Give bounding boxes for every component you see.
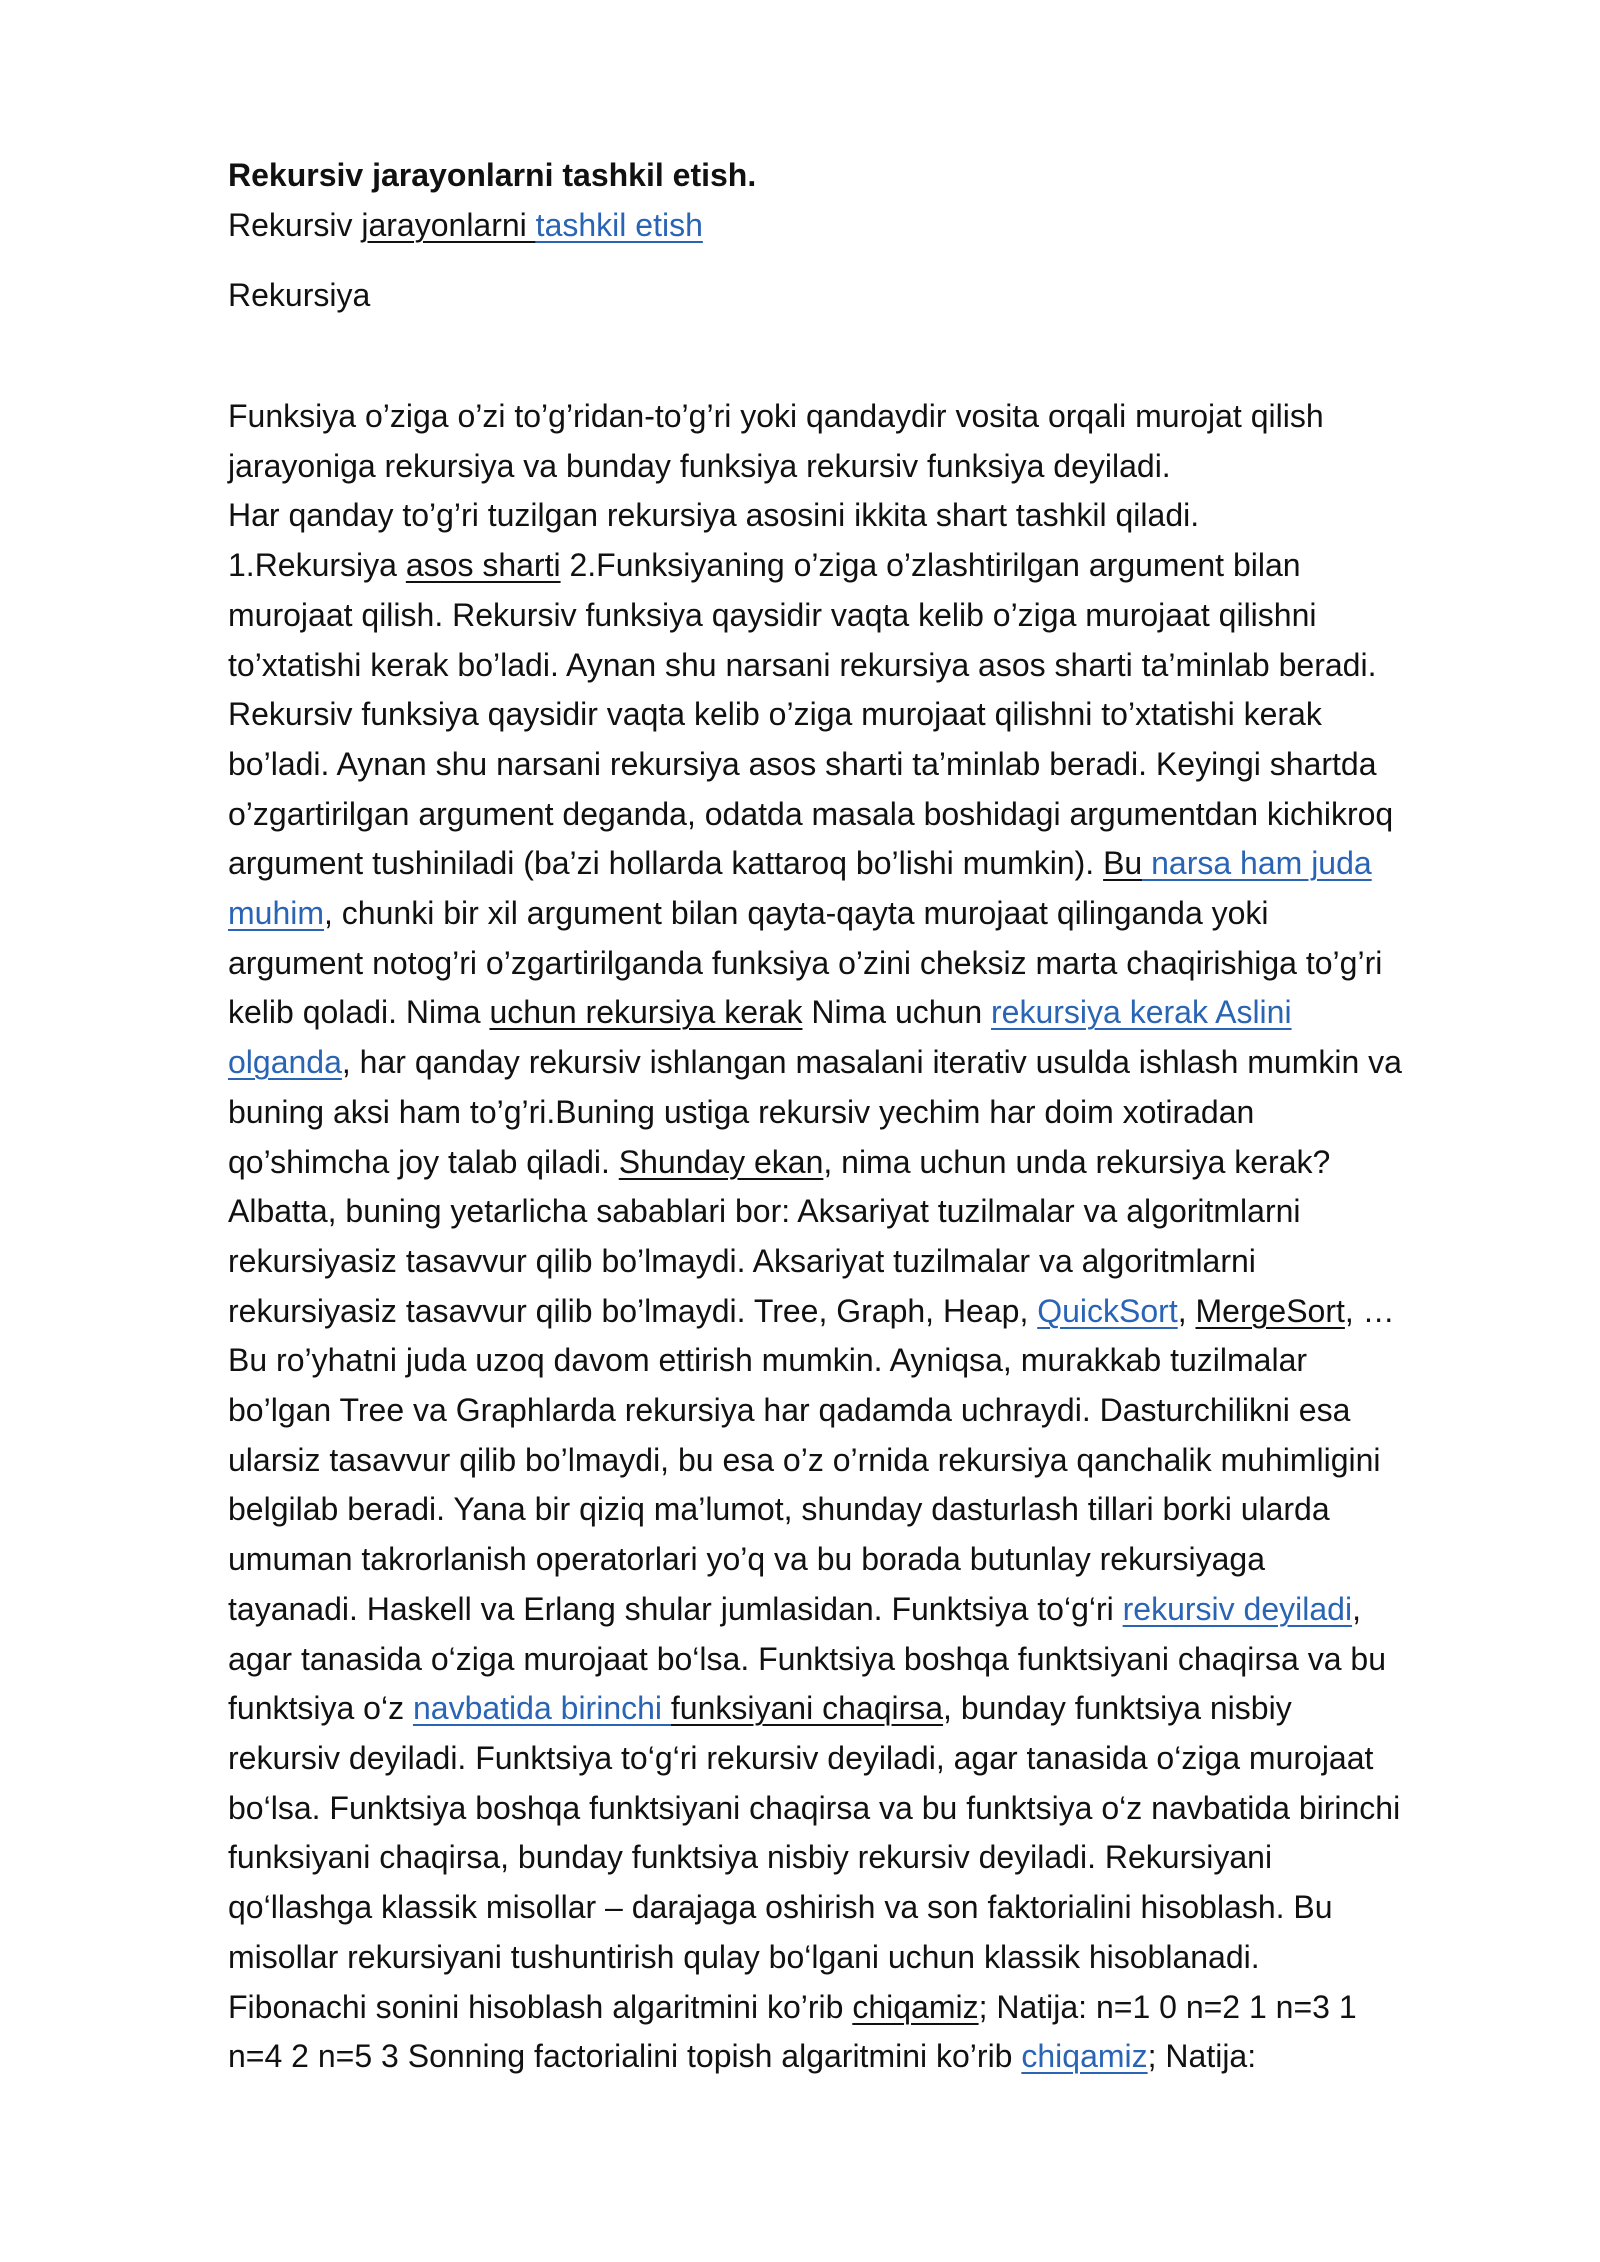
- text-run: n=4 2 n=5 3 Sonning factorialini topish algaritmini ko’rib: [228, 2038, 1022, 2075]
- text-run: buning aksi ham to’g’ri.Buning ustiga rekursiv yechim har doim xotiradan: [228, 1093, 1255, 1130]
- body-line: [228, 690, 1488, 740]
- text-run: Albatta, buning yetarlicha sabablari bor: Aksariyat tuzilmalar va algoritmlarni: [228, 1193, 1301, 1230]
- text-run: argument tushiniladi (ba’zi hollarda kattaroq bo’lishi mumkin).: [228, 845, 1104, 882]
- text-run: to’xtatishi kerak bo’ladi. Aynan shu narsani rekursiya asos sharti ta’minlab beradi.: [228, 646, 1377, 683]
- text-run: Rekursiv funksiya qaysidir vaqta kelib o’ziga murojaat qilishni to’xtatishi kerak: [228, 696, 1322, 733]
- section-heading: Rekursiya: [228, 277, 371, 313]
- body-line: [228, 1336, 1488, 1386]
- text-run: , har qanday rekursiv ishlangan masalani iterativ usulda ishlash mumkin va: [341, 1044, 1402, 1081]
- body-line: [228, 1635, 1488, 1685]
- body-line: [228, 1187, 1488, 1237]
- body-line: [228, 1883, 1488, 1933]
- hyperlink[interactable]: muhim: [228, 895, 325, 932]
- body-line: [228, 1734, 1488, 1784]
- body-line: [228, 1983, 1488, 2033]
- document-title: Rekursiv jarayonlarni tashkil etish.: [228, 157, 757, 193]
- body-line: [228, 591, 1488, 641]
- body-line: [228, 1038, 1488, 1088]
- text-run: rekursiv deyiladi. Funktsiya to‘g‘ri rekursiv deyiladi, agar tanasida o‘ziga murojaat: [228, 1739, 1374, 1776]
- body-line: [228, 1485, 1488, 1535]
- body-line: [228, 1585, 1488, 1635]
- body-line: [228, 1287, 1488, 1337]
- document-content: [228, 150, 1488, 2082]
- text-run: murojaat qilish. Rekursiv funksiya qaysidir vaqta kelib o’ziga murojaat qilishni: [228, 596, 1317, 633]
- text-run: funktsiya o‘z: [228, 1690, 413, 1727]
- body-line: [228, 2032, 1488, 2082]
- underlined-text: Shunday ekan: [618, 1143, 824, 1180]
- text-run: ; Natija:: [1147, 2038, 1257, 2075]
- hyperlink[interactable]: olganda: [228, 1044, 342, 1081]
- text-run: 1.Rekursiya: [228, 547, 406, 584]
- text-run: 2.Funksiyaning o’ziga o’zlashtirilgan argument bilan: [560, 547, 1301, 584]
- body-line: [228, 889, 1488, 939]
- text-run: belgilab beradi. Yana bir qiziq ma’lumot, shunday dasturlash tillari borki ularda: [228, 1491, 1330, 1528]
- body-line: [228, 988, 1488, 1038]
- body-line: [228, 790, 1488, 840]
- subtitle-underlined-text: jarayonlarni: [361, 207, 536, 243]
- text-run: ularsiz tasavvur qilib bo’lmaydi, bu esa o’z o’rnida rekursiya qanchalik muhimligini: [228, 1441, 1381, 1478]
- hyperlink[interactable]: rekursiv deyiladi: [1122, 1590, 1353, 1627]
- text-run: Funksiya o’ziga o’zi to’g’ridan-to’g’ri yoki qandaydir vosita orqali murojat qilish: [228, 398, 1324, 434]
- body-line: [228, 541, 1488, 591]
- body-line: [228, 392, 1488, 442]
- underlined-text: funksiyani chaqirsa: [670, 1690, 944, 1727]
- text-run: ,: [1177, 1292, 1196, 1329]
- hyperlink[interactable]: rekursiya kerak Aslini: [991, 994, 1292, 1031]
- hyperlink[interactable]: navbatida birinchi: [412, 1690, 671, 1727]
- body-line: [228, 491, 1488, 541]
- underlined-text: MergeSort: [1195, 1292, 1345, 1329]
- text-run: Bu ro’yhatni juda uzoq davom ettirish mumkin. Ayniqsa, murakkab tuzilmalar: [228, 1342, 1308, 1379]
- underlined-text: chiqamiz: [852, 1988, 979, 2025]
- text-run: Har qanday to’g’ri tuzilgan rekursiya asosini ikkita shart tashkil qiladi.: [228, 497, 1200, 534]
- text-run: Fibonachi sonini hisoblash algaritmini ko’rib: [228, 1988, 853, 2025]
- hyperlink[interactable]: chiqamiz: [1021, 2038, 1148, 2075]
- body-line: [228, 1088, 1488, 1138]
- text-run: argument notog’ri o’zgartirilganda funksiya o’zini cheksiz marta chaqirishiga to’g’ri: [228, 944, 1383, 981]
- text-run: , nima uchun unda rekursiya kerak?: [823, 1143, 1331, 1180]
- underlined-text: uchun rekursiya kerak: [489, 994, 803, 1031]
- body-line: [228, 740, 1488, 790]
- text-run: kelib qoladi. Nima: [228, 994, 490, 1031]
- text-run: umuman takrorlanish operatorlari yo’q va bu borada butunlay rekursiyaga: [228, 1541, 1266, 1578]
- text-run: jarayoniga rekursiya va bunday funksiya rekursiv funksiya deyiladi.: [228, 447, 1171, 484]
- body-line: [228, 1833, 1488, 1883]
- body-line: [228, 1436, 1488, 1486]
- body-line: [228, 1784, 1488, 1834]
- hyperlink[interactable]: narsa ham juda: [1142, 845, 1372, 882]
- document-subtitle: [228, 200, 1488, 250]
- body-line: [228, 641, 1488, 691]
- text-run: tayanadi. Haskell va Erlang shular jumlasidan. Funktsiya to‘g‘ri: [228, 1590, 1123, 1627]
- text-run: rekursiyasiz tasavvur qilib bo’lmaydi. Tree, Graph, Heap,: [228, 1292, 1038, 1329]
- body-line: [228, 1535, 1488, 1585]
- text-run: funksiyani chaqirsa, bunday funktsiya nisbiy rekursiv deyiladi. Rekursiyani: [228, 1839, 1273, 1876]
- text-run: qo‘llashga klassik misollar – darajaga oshirish va son faktorialini hisoblash. Bu: [228, 1889, 1333, 1926]
- body-line: [228, 939, 1488, 989]
- body-line: [228, 442, 1488, 492]
- hyperlink[interactable]: QuickSort: [1037, 1292, 1178, 1329]
- text-run: bo’ladi. Aynan shu narsani rekursiya asos sharti ta’minlab beradi. Keyingi shartda: [228, 745, 1377, 782]
- body-line: [228, 1933, 1488, 1983]
- text-run: bo’lgan Tree va Graphlarda rekursiya har qadamda uchraydi. Dasturchilikni esa: [228, 1392, 1351, 1429]
- text-run: Nima uchun: [802, 994, 992, 1031]
- text-run: o’zgartirilgan argument deganda, odatda masala boshidagi argumentdan kichikroq: [228, 795, 1394, 832]
- body-line: [228, 839, 1488, 889]
- text-run: , …: [1344, 1292, 1395, 1329]
- text-run: misollar rekursiyani tushuntirish qulay bo‘lgani uchun klassik hisoblanadi.: [228, 1938, 1260, 1975]
- body-line: [228, 1684, 1488, 1734]
- text-run: bo‘lsa. Funktsiya boshqa funktsiyani chaqirsa va bu funktsiya o‘z navbatida birinchi: [228, 1789, 1401, 1826]
- text-run: rekursiyasiz tasavvur qilib bo’lmaydi. Aksariyat tuzilmalar va algoritmlarni: [228, 1242, 1256, 1279]
- subtitle-link[interactable]: tashkil etish: [535, 207, 703, 243]
- body-paragraph: [228, 392, 1488, 2082]
- text-run: ,: [1352, 1590, 1361, 1627]
- underlined-text: asos sharti: [405, 547, 561, 584]
- text-run: qo’shimcha joy talab qiladi.: [228, 1143, 619, 1180]
- text-run: agar tanasida o‘ziga murojaat bo‘lsa. Funktsiya boshqa funktsiyani chaqirsa va bu: [228, 1640, 1386, 1677]
- text-run: , bunday funktsiya nisbiy: [943, 1690, 1292, 1727]
- text-run: , chunki bir xil argument bilan qayta-qayta murojaat qilinganda yoki: [324, 895, 1269, 932]
- text-run: ; Natija: n=1 0 n=2 1 n=3 1: [978, 1988, 1357, 2025]
- body-line: [228, 1386, 1488, 1436]
- body-line: [228, 1237, 1488, 1287]
- underlined-text: Bu: [1103, 845, 1143, 882]
- body-line: [228, 1138, 1488, 1188]
- subtitle-text: Rekursiv: [228, 207, 362, 243]
